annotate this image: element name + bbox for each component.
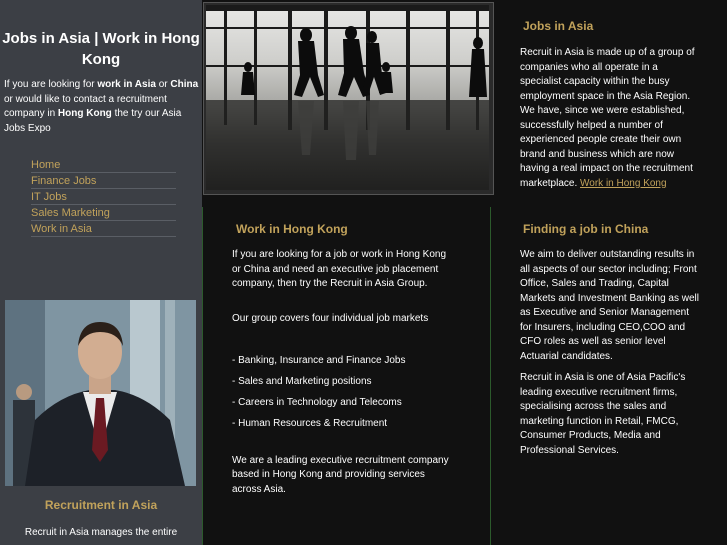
intro-part-1: If you are looking for (4, 79, 98, 90)
nav-item-finance-jobs[interactable]: Finance Jobs (31, 173, 176, 189)
hero-photo (206, 5, 489, 190)
main-nav (31, 157, 176, 237)
finding-job-paragraph-1: We aim to deliver outstanding results in all aspects of our sector including; Front Office, Sales and Trading, Capital Markets and Investment Banking as well as Executive and Senior Management for Insurers, including CEO,COO and CFO roles as well as senior level Actuarial candidates. (520, 249, 699, 362)
site-title: Jobs in Asia | Work in Hong Kong (2, 30, 200, 68)
work-in-hk-paragraph-3: We are a leading executive recruitment company based in Hong Kong and providing services across Asia. (232, 454, 449, 495)
intro-bold-work-in-asia: work in Asia (97, 79, 156, 90)
work-in-hk-paragraph-1: If you are looking for a job or work in Hong Kong or China and need an executive job placement company, then try the Recruit in Asia Group. (232, 249, 447, 289)
businessman-photo (5, 300, 196, 486)
intro-bold-china: China (170, 79, 199, 90)
list-item: - Human Resources & Recruitment (232, 418, 388, 429)
intro-part-3: or would like to contact a recruitment company in (4, 93, 167, 119)
nav-item-home[interactable]: Home (31, 157, 176, 173)
work-in-hong-kong-heading: Work in Hong Kong (236, 222, 348, 236)
jobs-in-asia-paragraph: Recruit in Asia is made up of a group of companies who all operate in a specialist capacity within the busy employment space in the Asia Region. We have, since we were established, successfully helped a number of experienced people create their own brand and business which are now having a real impact on the recruitment marketplace. (520, 47, 695, 189)
column-divider-right (490, 207, 491, 545)
recruitment-text: Recruit in Asia manages the entire (24, 527, 178, 538)
intro-bold-hong-kong: Hong Kong (57, 108, 112, 119)
work-in-hk-paragraph-2: Our group covers four individual job markets (232, 312, 429, 324)
finding-job-body (520, 248, 700, 465)
left-sidebar (0, 0, 202, 545)
column-divider-left (202, 207, 203, 545)
finding-job-heading: Finding a job in China (523, 222, 649, 236)
nav-item-it-jobs[interactable]: IT Jobs (31, 189, 176, 205)
list-item: - Careers in Technology and Telecoms (232, 397, 402, 408)
nav-item-work-in-asia[interactable]: Work in Asia (31, 221, 176, 237)
work-in-hong-kong-link[interactable]: Work in Hong Kong (580, 177, 667, 189)
list-item: - Sales and Marketing positions (232, 376, 372, 387)
jobs-in-asia-text (520, 46, 700, 191)
intro-text (4, 78, 199, 136)
work-in-hong-kong-body (232, 248, 457, 497)
list-item: - Banking, Insurance and Finance Jobs (232, 355, 406, 366)
intro-part-2: or (155, 79, 171, 90)
jobs-in-asia-heading: Jobs in Asia (523, 19, 594, 33)
finding-job-paragraph-2: Recruit in Asia is one of Asia Pacific's leading executive recruitment firms, specialising across the sales and marketing function in Retail, FMCG, Consumer Products, Media and Professional Services. (520, 372, 686, 456)
nav-item-sales-marketing[interactable]: Sales Marketing (31, 205, 176, 221)
recruitment-heading: Recruitment in Asia (44, 498, 158, 512)
job-markets-list (232, 354, 457, 432)
intro-part-4: the try our Asia Jobs Expo (4, 108, 182, 134)
